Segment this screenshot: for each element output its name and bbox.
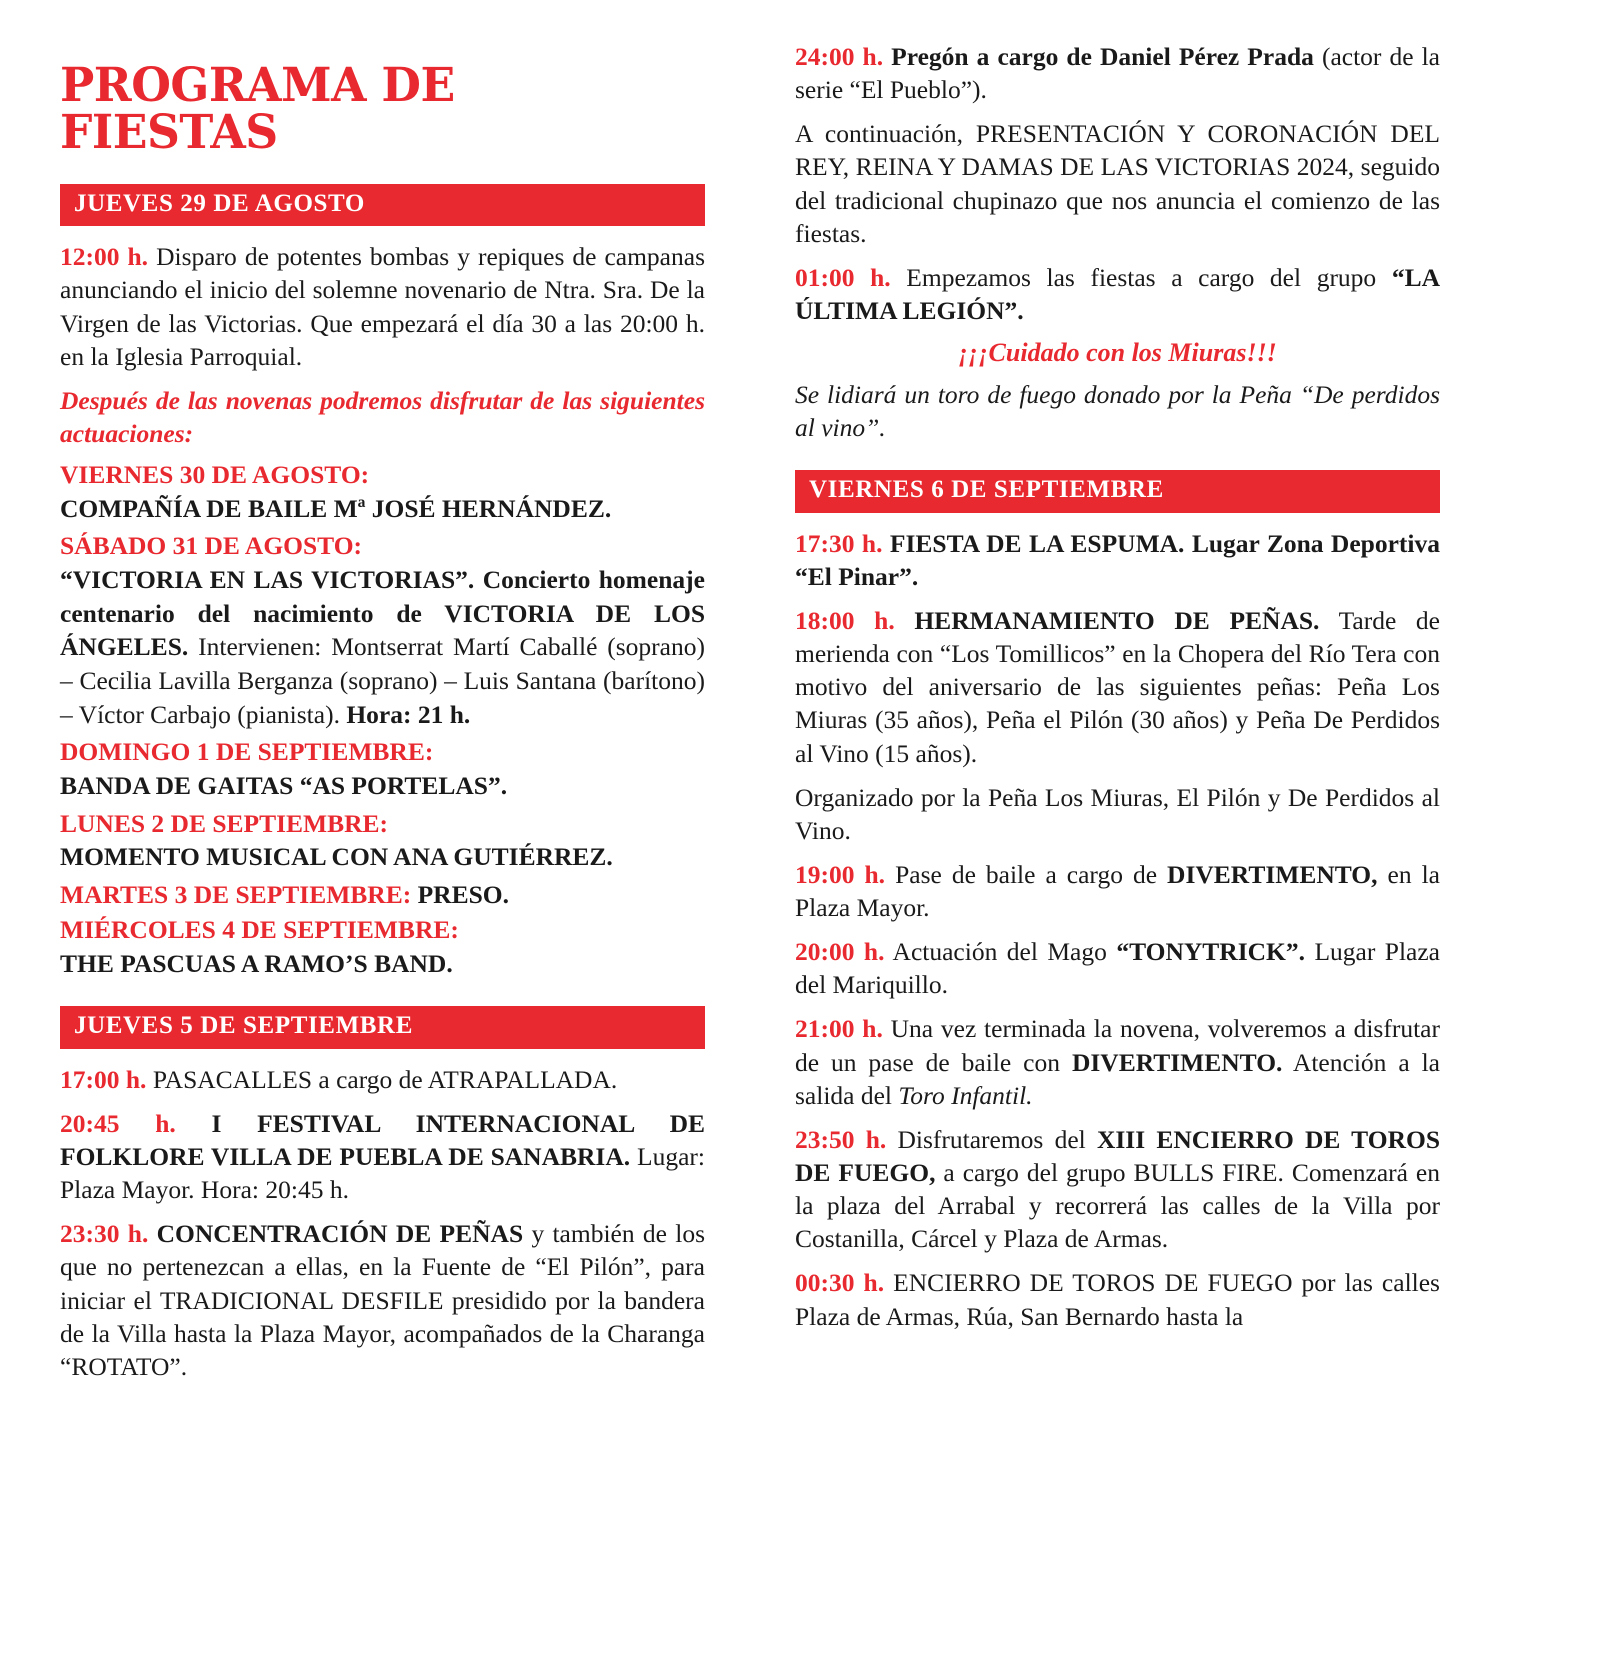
entry-text: Lugar: Plaza Mayor. Hora: 20:45 h. xyxy=(60,1141,705,1205)
day-label-domingo-1: DOMINGO 1 DE SEPTIEMBRE: xyxy=(60,737,434,767)
entry-text: Actuación del Mago xyxy=(884,937,1117,967)
entry-text: Empezamos las fiestas a cargo del grupo xyxy=(890,262,1392,292)
entry-time: 20:45 h. xyxy=(60,1108,176,1138)
entry-time: 24:00 h. xyxy=(795,42,884,71)
entry-bold: Pregón a cargo de Daniel Pérez Prada xyxy=(883,42,1314,71)
entry-23-30 xyxy=(60,1217,705,1383)
entry-organizado xyxy=(795,781,1440,847)
section-header-jueves-29-agosto: JUEVES 29 DE AGOSTO xyxy=(60,184,705,226)
highlight-miuras: ¡¡¡Cuidado con los Miuras!!! xyxy=(958,338,1277,368)
entry-time: 01:00 h. xyxy=(795,262,891,292)
entry-bold: FIESTA DE LA ESPUMA. Lugar Zona Deportiva “El Pinar”. xyxy=(795,528,1440,591)
entry-bold: CONCENTRACIÓN DE PEÑAS xyxy=(148,1219,524,1249)
entry-time: 17:00 h. xyxy=(60,1064,147,1094)
entry-text-tail: a cargo del grupo BULLS FIRE. Comenzará en la plaza del Arrabal y recorrerá las calles de la Villa por Costanilla, Cárcel y Plaza de Armas. xyxy=(795,1158,1440,1254)
entry-coronacion xyxy=(795,117,1440,250)
entry-text: ENCIERRO DE TOROS DE FUEGO por las calles Plaza de Armas, Rúa, San Bernardo hasta la xyxy=(795,1268,1440,1331)
entry-time: 19:00 h. xyxy=(795,859,886,889)
entry-text: PASACALLES a cargo de ATRAPALLADA. xyxy=(146,1064,618,1094)
entry-12-00 xyxy=(60,240,705,373)
day-label-martes-3: MARTES 3 DE SEPTIEMBRE: xyxy=(60,879,412,909)
entry-bold: I FESTIVAL INTERNACIONAL DE FOLKLORE VILLA DE PUEBLA DE SANABRIA. xyxy=(60,1108,705,1171)
entry-time: 00:30 h. xyxy=(795,1268,885,1298)
entry-time: 23:30 h. xyxy=(60,1219,149,1249)
entry-time: 23:50 h. xyxy=(795,1124,887,1154)
entry-time: 18:00 h. xyxy=(795,605,895,635)
entry-text-tail: en la Plaza Mayor. xyxy=(795,859,1440,923)
entry-bold-tail: “LA ÚLTIMA LEGIÓN”. xyxy=(795,262,1440,325)
entry-time: 21:00 h. xyxy=(795,1014,883,1044)
entry-text: (actor de la serie “El Pueblo”). xyxy=(795,42,1440,105)
day-act-miercoles-4: THE PASCUAS A RAMO’S BAND. xyxy=(60,948,453,978)
entry-bold-tail: DIVERTIMENTO, xyxy=(1167,859,1378,889)
section-header-viernes-6-septiembre: VIERNES 6 DE SEPTIEMBRE xyxy=(795,470,1440,512)
entry-bold-tail: “TONYTRICK”. xyxy=(1116,937,1305,967)
left-column xyxy=(60,40,705,1645)
entry-text-tail: Atención a la salida del xyxy=(795,1047,1440,1110)
section-header-jueves-5-septiembre: JUEVES 5 DE SEPTIEMBRE xyxy=(60,1006,705,1048)
entry-20-00 xyxy=(795,935,1440,1001)
entry-italic-tail: Toro Infantil. xyxy=(898,1080,1033,1110)
entry-17-00 xyxy=(60,1063,705,1096)
entry-17-30 xyxy=(795,527,1440,593)
page-title: PROGRAMA DE FIESTAS xyxy=(60,58,455,160)
entry-time: 17:30 h. xyxy=(795,528,883,558)
entry-01-00 xyxy=(795,261,1440,327)
entry-21-00 xyxy=(795,1012,1440,1111)
entry-24-00 xyxy=(795,40,1440,106)
day-label-sabado-31: SÁBADO 31 DE AGOSTO: xyxy=(60,531,363,561)
entry-time: 12:00 h. xyxy=(60,242,149,272)
day-act-lunes-2: MOMENTO MUSICAL CON ANA GUTIÉRREZ. xyxy=(60,842,613,872)
day-act-hour: Hora: 21 h. xyxy=(346,699,471,729)
day-label-miercoles-4: MIÉRCOLES 4 DE SEPTIEMBRE: xyxy=(60,915,459,945)
day-line-martes-3 xyxy=(60,878,705,911)
entry-time: 20:00 h. xyxy=(795,937,885,967)
entry-20-45 xyxy=(60,1107,705,1206)
entry-text: Una vez terminada la novena, volveremos a disfrutar de un pase de baile con xyxy=(795,1014,1440,1077)
day-label-viernes-30: VIERNES 30 DE AGOSTO: xyxy=(60,460,370,490)
day-act-martes-3: PRESO. xyxy=(417,879,509,909)
intro-note: Después de las novenas podremos disfrutar de las siguientes actuaciones: xyxy=(60,385,705,448)
entry-bold: HERMANAMIENTO DE PEÑAS. xyxy=(894,605,1320,635)
entry-text: Tarde de merienda con “Los Tomillicos” en la Chopera del Río Tera con motivo del aniversario de las siguientes peñas: Peña Los Miuras (35 años), Peña el Pilón (30 años) y Peña De Perdidos al Vino (15 años). xyxy=(795,605,1440,768)
entry-18-00 xyxy=(795,604,1440,770)
entry-19-00 xyxy=(795,858,1440,924)
entry-text: A continuación, PRESENTACIÓN Y CORONACIÓN DEL REY, REINA Y DAMAS DE LAS VICTORIAS 2024, seguido del tradicional chupinazo que nos anuncia el comienzo de las fiestas. xyxy=(795,119,1440,248)
note-toro-fuego: Se lidiará un toro de fuego donado por la Peña “De perdidos al vino”. xyxy=(795,380,1440,443)
entry-00-30 xyxy=(795,1266,1440,1332)
day-act-domingo-1: BANDA DE GAITAS “AS PORTELAS”. xyxy=(60,771,508,800)
entry-23-50 xyxy=(795,1123,1440,1256)
day-act-rest: Intervienen: Montserrat Martí Caballé (soprano) – Cecilia Lavilla Berganza (soprano) – Luis Santana (barítono) – Víctor Carbajo (pianista). xyxy=(60,632,705,729)
day-act-viernes-30: COMPAÑÍA DE BAILE Mª JOSÉ HERNÁNDEZ. xyxy=(60,493,612,523)
entry-bold-tail: DIVERTIMENTO. xyxy=(1071,1047,1283,1077)
right-column xyxy=(795,40,1440,1645)
entry-text-tail: Lugar Plaza del Mariquillo. xyxy=(795,937,1440,1000)
entry-text: Disparo de potentes bombas y repiques de campanas anunciando el inicio del solemne novenario de Ntra. Sra. De la Virgen de las Victorias. Que empezará el día 30 a las 20:00 h. en la Iglesia Parroquial. xyxy=(60,242,705,371)
day-act-sabado-31 xyxy=(60,563,705,731)
entry-text: Organizado por la Peña Los Miuras, El Pilón y De Perdidos al Vino. xyxy=(795,782,1440,845)
two-column-layout xyxy=(60,40,1540,1645)
day-act-bold: “VICTORIA EN LAS VICTORIAS”. Concierto homenaje centenario del nacimiento de VICTORIA DE LOS ÁNGELES. xyxy=(60,565,705,662)
day-label-lunes-2: LUNES 2 DE SEPTIEMBRE: xyxy=(60,808,389,838)
entry-bold-tail: XIII ENCIERRO DE TOROS DE FUEGO, xyxy=(795,1124,1440,1188)
entry-text: Pase de baile a cargo de xyxy=(885,859,1168,889)
entry-text: y también de los que no pertenezcan a ellas, en la Fuente de “El Pilón”, para iniciar el TRADICIONAL DESFILE presidido por la bandera de la Villa hasta la Plaza Mayor, acompañados de la Charanga “ROTATO”. xyxy=(60,1219,706,1381)
entry-text: Disfrutaremos del xyxy=(886,1124,1097,1154)
